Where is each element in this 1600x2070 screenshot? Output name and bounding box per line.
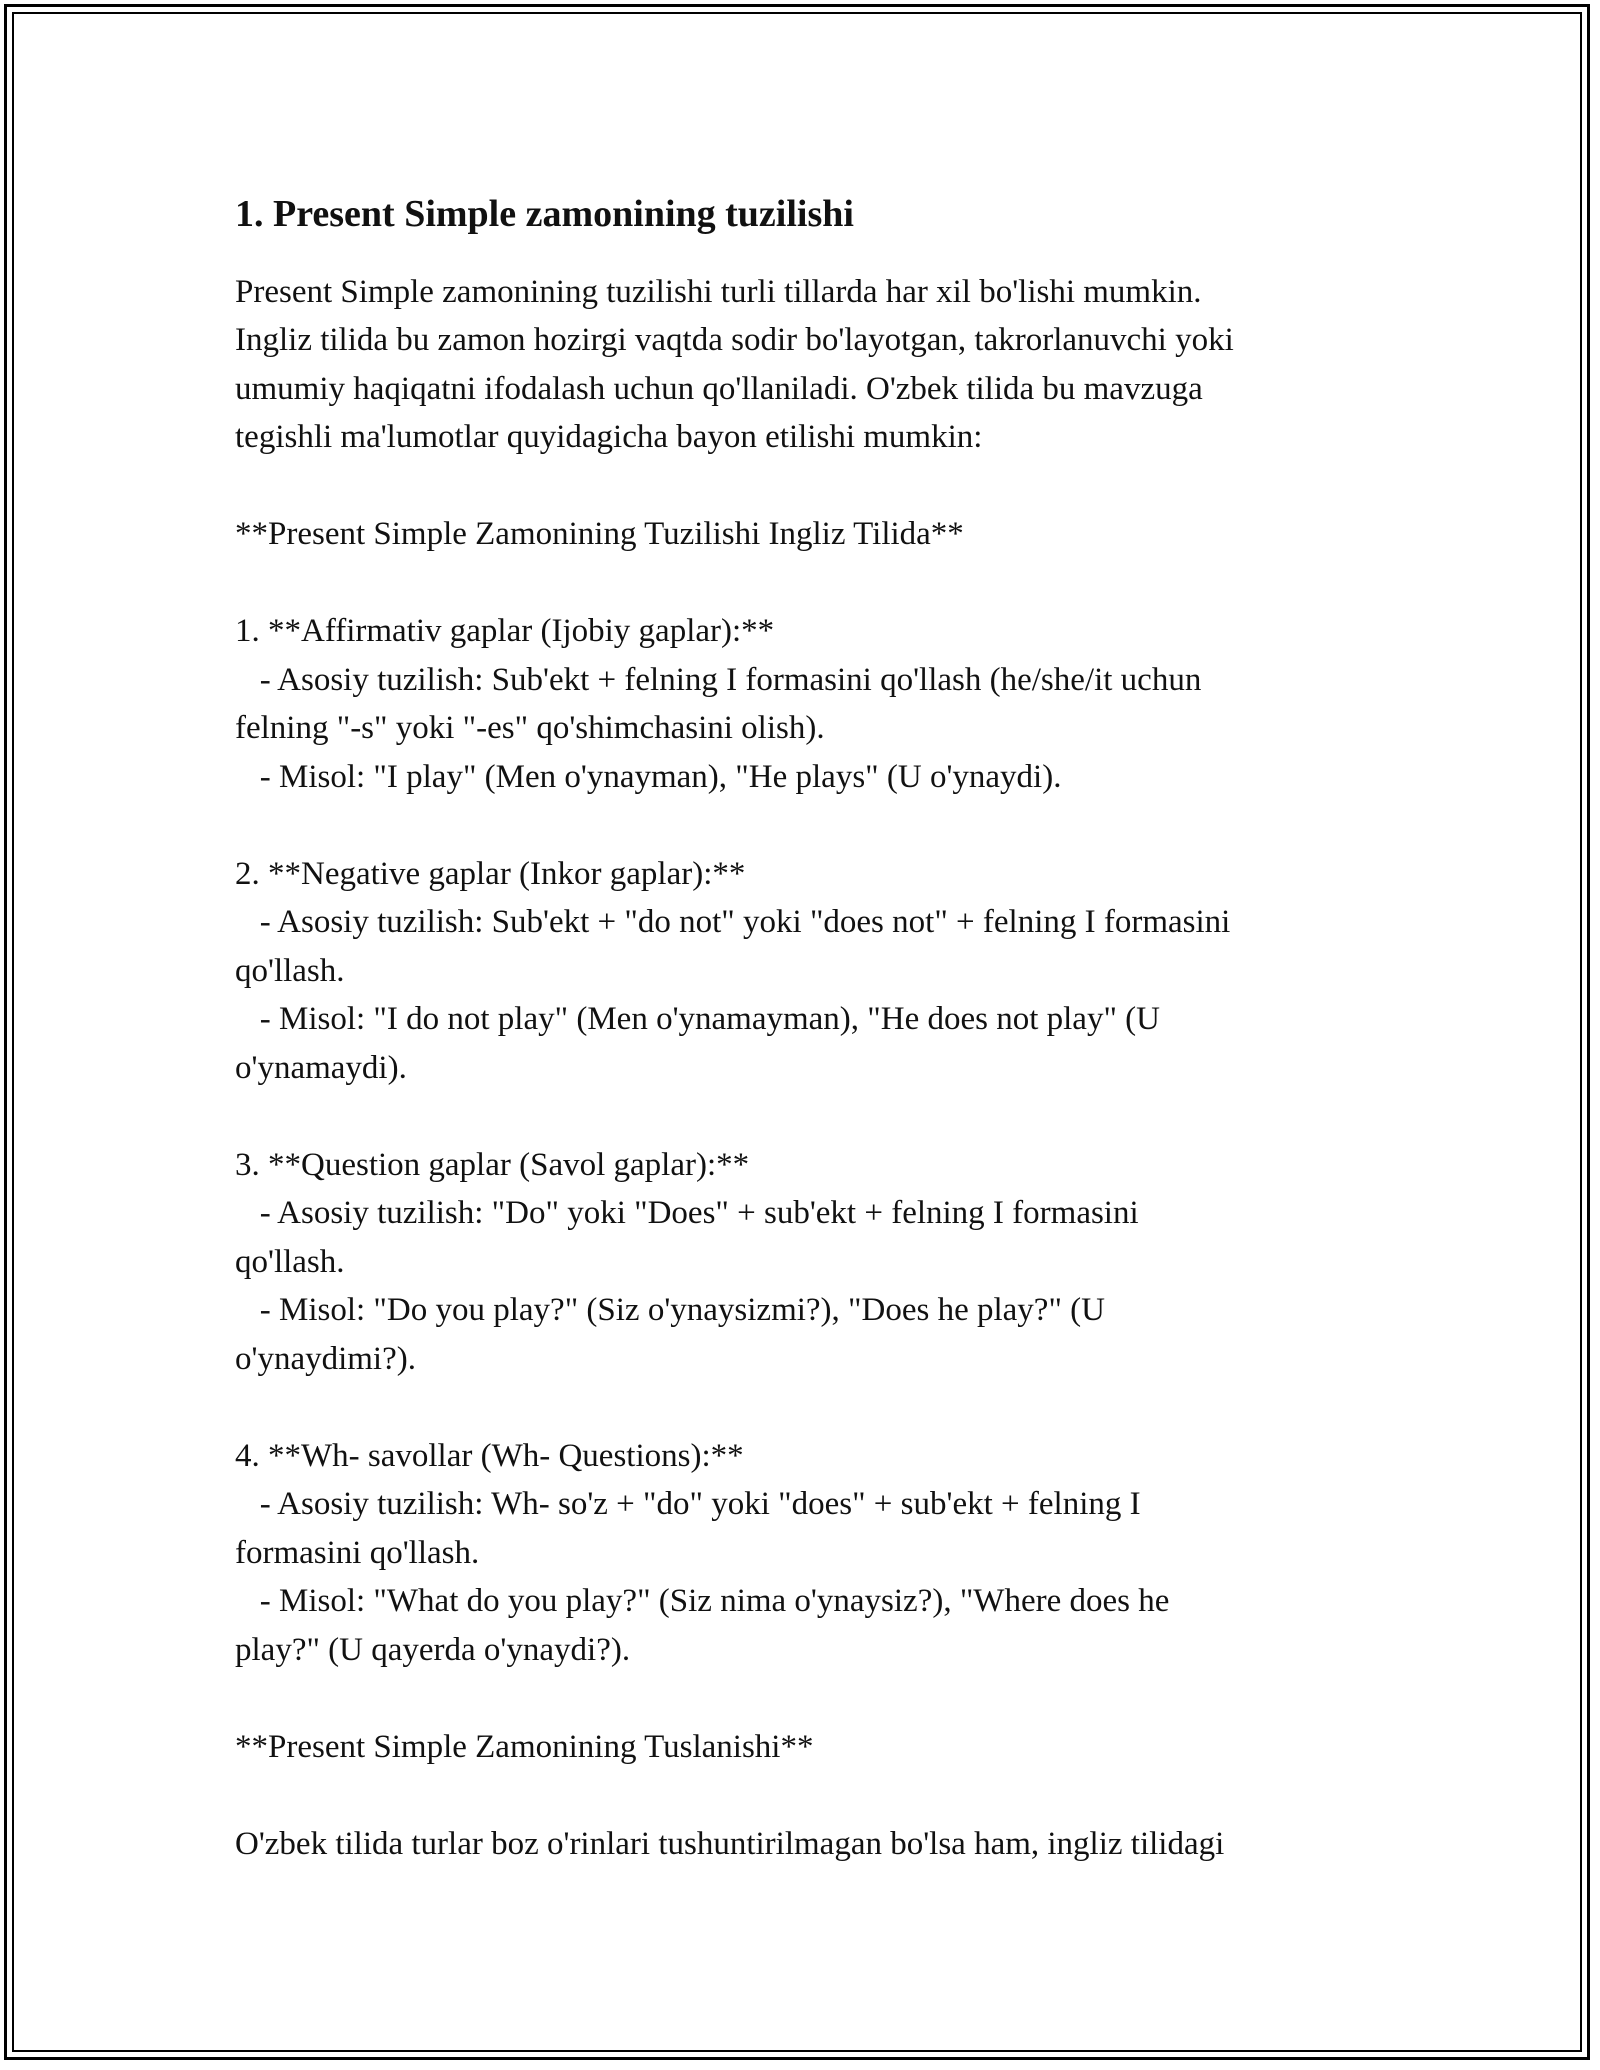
paragraph-block xyxy=(235,268,1435,462)
text-line: qo'llash. xyxy=(235,1243,345,1280)
text-line: 1. **Affirmativ gaplar (Ijobiy gaplar):** xyxy=(235,613,775,650)
document-content xyxy=(235,180,1365,1868)
text-line: O'zbek tilida turlar boz o'rinlari tushuntirilmagan bo'lsa ham, ingliz tilidagi xyxy=(235,1825,1225,1862)
paragraph-block xyxy=(235,1141,1435,1384)
paragraph-block xyxy=(235,607,1435,801)
page-title: 1. Present Simple zamonining tuzilishi xyxy=(235,193,854,235)
text-line: Present Simple zamonining tuzilishi turli tillarda har xil bo'lishi mumkin. xyxy=(235,273,1202,310)
text-line: - Asosiy tuzilish: Sub'ekt + "do not" yoki "does not" + felning I formasini xyxy=(235,904,1231,941)
text-line: Ingliz tilida bu zamon hozirgi vaqtda sodir bo'layotgan, takrorlanuvchi yoki xyxy=(235,322,1234,359)
text-line: **Present Simple Zamonining Tuslanishi** xyxy=(235,1728,814,1765)
text-line: 4. **Wh- savollar (Wh- Questions):** xyxy=(235,1437,744,1474)
paragraph-block xyxy=(235,1820,1435,1869)
paragraph-block xyxy=(235,850,1435,1093)
text-line: felning "-s" yoki "-es" qo'shimchasini olish). xyxy=(235,710,825,747)
text-line: play?" (U qayerda o'ynaydi?). xyxy=(235,1631,631,1668)
text-line: - Misol: "What do you play?" (Siz nima o'ynaysiz?), "Where does he xyxy=(235,1583,1170,1620)
text-line: umumiy haqiqatni ifodalash uchun qo'llaniladi. O'zbek tilida bu mavzuga xyxy=(235,370,1203,407)
text-line: - Misol: "I do not play" (Men o'ynamayman), "He does not play" (U xyxy=(235,1001,1160,1038)
document-body xyxy=(235,268,1365,1869)
text-line: **Present Simple Zamonining Tuzilishi Ingliz Tilida** xyxy=(235,516,964,553)
text-line: qo'llash. xyxy=(235,952,345,989)
paragraph-block xyxy=(235,510,1435,559)
text-line: o'ynamaydi). xyxy=(235,1049,407,1086)
text-line: 3. **Question gaplar (Savol gaplar):** xyxy=(235,1146,750,1183)
text-line: formasini qo'llash. xyxy=(235,1534,480,1571)
text-line: - Misol: "I play" (Men o'ynayman), "He plays" (U o'ynaydi). xyxy=(235,758,1062,795)
text-line: - Asosiy tuzilish: "Do" yoki "Does" + sub'ekt + felning I formasini xyxy=(235,1195,1139,1232)
paragraph-block xyxy=(235,1432,1435,1675)
text-line: 2. **Negative gaplar (Inkor gaplar):** xyxy=(235,855,746,892)
text-line: tegishli ma'lumotlar quyidagicha bayon etilishi mumkin: xyxy=(235,419,983,456)
text-line: - Misol: "Do you play?" (Siz o'ynaysizmi?), "Does he play?" (U xyxy=(235,1292,1105,1329)
text-line: o'ynaydimi?). xyxy=(235,1340,416,1377)
text-line: - Asosiy tuzilish: Sub'ekt + felning I formasini qo'llash (he/she/it uchun xyxy=(235,661,1202,698)
paragraph-block xyxy=(235,1723,1435,1772)
text-line: - Asosiy tuzilish: Wh- so'z + "do" yoki "does" + sub'ekt + felning I xyxy=(235,1486,1141,1523)
